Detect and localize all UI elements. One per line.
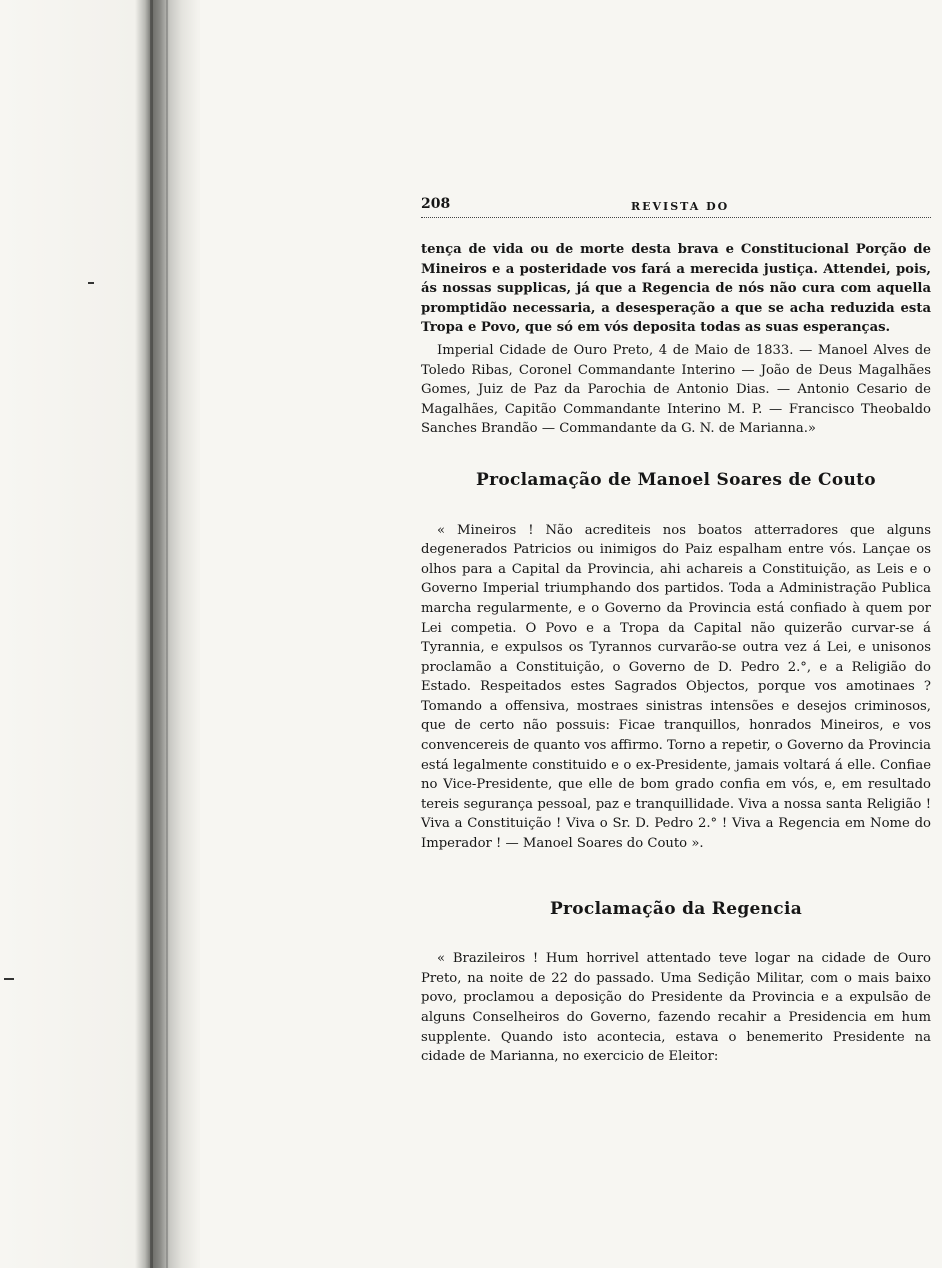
running-title: REVISTA DO [631, 200, 730, 213]
letter-signature: Imperial Cidade de Ouro Preto, 4 de Maio de 1833. — Manoel Alves de Toledo Ribas, Coronel Commandante Interino — João de Deus Magalhães Gomes, Juiz de Paz da Parochia de Antonio Dias. — Antonio Cesario de Magalhães, Capitão Commandante Interino M. P. — Francisco Theobaldo Sanches Brandão — Commandante da G. N. de Marianna.» [421, 342, 931, 437]
running-head [421, 195, 931, 218]
proclamation-text: « Brazileiros ! Hum horrivel attentado teve logar na cidade de Ouro Preto, na noite de 22 do passado. Uma Sedição Militar, com o mais baixo povo, proclamou a deposição do Presidente da Provincia e a expulsão de alguns Conselheiros do Governo, fazendo recahir a Presidencia em hum supplente. Quando isto acontecia, estava o benemerito Presidente na cidade de Marianna, no exercicio de Eleitor: [421, 951, 931, 1065]
page-number: 208 [421, 196, 451, 212]
gutter-shadow-line [166, 0, 168, 1268]
gutter-shadow-line [150, 0, 153, 1268]
section-heading: Proclamação de Manoel Soares de Couto [476, 469, 876, 490]
letter-closing-paragraph: tença de vida ou de morte desta brava e Constitucional Porção de Mineiros e a posteridade vos fará a merecida justiça. Attendei, pois, ás nossas supplicas, já que a Regencia de nós não cura com aquella promptidão necessaria, a desesperação a que se acha reduzida esta Tropa e Povo, que só em vós deposita todas as suas esperanças. [421, 242, 931, 336]
section-heading: Proclamação da Regencia [549, 898, 803, 919]
book-gutter [0, 0, 200, 1268]
proclamation-text: « Mineiros ! Não acrediteis nos boatos atterradores que alguns degenerados Patricios ou inimigos do Paiz espalham entre vós. Lançae os olhos para a Capital da Provincia, ahi achareis a Constituição, as Leis e o Governo Imperial triumphando dos partidos. Toda a Administração Publica marcha regularmente, e o Governo da Provincia está confiado à quem por Lei competia. O Povo e a Tropa da Capital não quizerão curvar-se á Tyrannia, e expulsos os Tyrannos curvarão-se outra vez á Lei, e unisonos proclamão a Constituição, o Governo de D. Pedro 2.°, e a Religião do Estado. Respeitados estes Sagrados Objectos, porque vos amotinaes ? Tomando a offensiva, mostraes sinistras intensões e desejos criminosos, que de certo não possuis: Ficae tranquillos, honrados Mineiros, e vos convencereis de quanto vos affirmo. Torno a repetir, o Governo da Provincia está legalmente constituido e o ex-Presidente, jamais voltará á elle. Confiae no Vice-Presidente, que elle de bom grado confia em vós, e, em resultado tereis segurança pessoal, paz e tranquillidade. Viva a nossa santa Religião ! Viva a Constituição ! Viva o Sr. D. Pedro 2.° ! Viva a Regencia em Nome do Imperador ! — Manoel Soares do Couto ». [421, 522, 931, 852]
scan-speck [4, 978, 14, 980]
book-page [421, 195, 931, 1067]
scan-speck [88, 282, 94, 284]
